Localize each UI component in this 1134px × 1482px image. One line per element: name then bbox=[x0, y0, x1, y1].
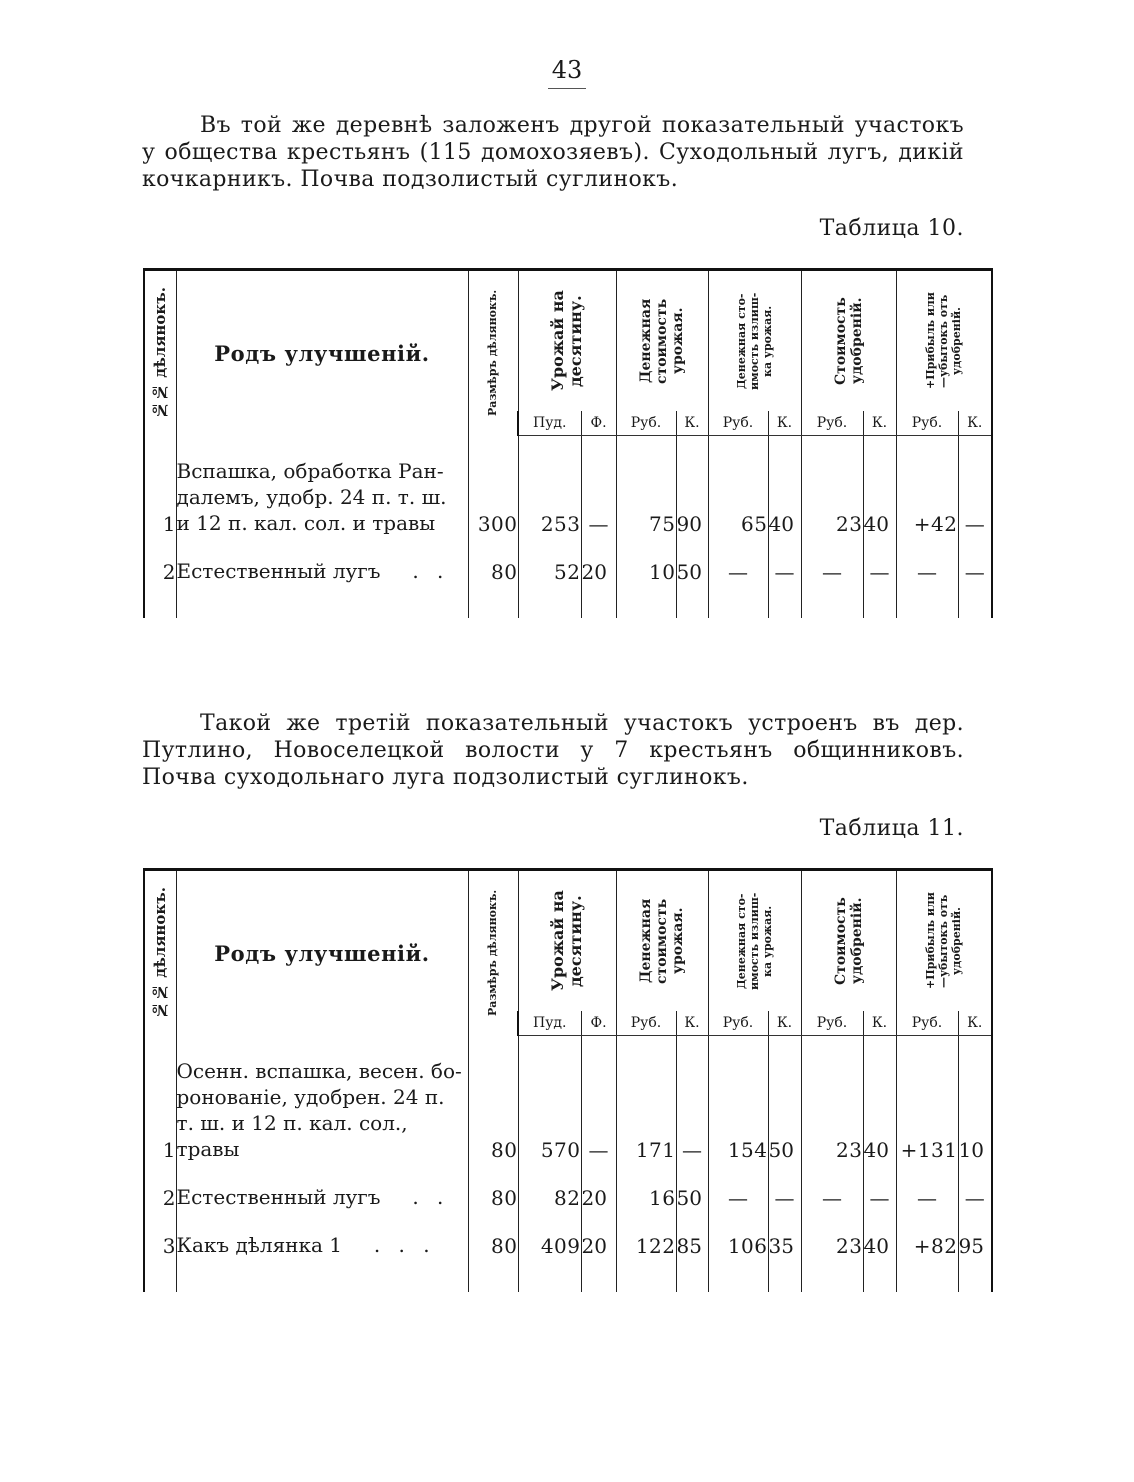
row-kind: Осенн. вспашка, весен. бо- ронованіе, удобрен. 24 п. т. ш. и 12 п. кал. сол., травы bbox=[176, 1058, 468, 1162]
header-surplus: Денежная сто- имость излиш- ка урожая. bbox=[735, 292, 774, 390]
profit-rub: +82 bbox=[896, 1232, 958, 1258]
yield-f: — bbox=[581, 1058, 616, 1162]
row-size: 80 bbox=[468, 1232, 518, 1258]
fert-k: 40 bbox=[863, 1232, 896, 1258]
row-num: 1 bbox=[144, 458, 176, 536]
row-size: 80 bbox=[468, 1184, 518, 1210]
fert-rub: 23 bbox=[801, 458, 863, 536]
unit-k: К. bbox=[768, 1011, 801, 1036]
surplus-k: 35 bbox=[768, 1232, 801, 1258]
table-11 bbox=[143, 868, 993, 1292]
header-value: Денежная стоимость урожая. bbox=[638, 298, 686, 384]
unit-k: К. bbox=[958, 1011, 992, 1036]
row-num: 2 bbox=[144, 1184, 176, 1210]
surplus-k: 50 bbox=[768, 1058, 801, 1162]
fert-k: — bbox=[863, 558, 896, 584]
profit-k: 95 bbox=[958, 1232, 992, 1258]
header-value: Денежная стоимость урожая. bbox=[638, 898, 686, 984]
unit-k: К. bbox=[863, 1011, 896, 1036]
unit-rub: Руб. bbox=[616, 411, 676, 436]
yield-f: 20 bbox=[581, 558, 616, 584]
profit-k: — bbox=[958, 1184, 992, 1210]
unit-f: Ф. bbox=[581, 411, 616, 436]
fert-rub: — bbox=[801, 1184, 863, 1210]
yield-pud: 409 bbox=[518, 1232, 581, 1258]
fert-rub: 23 bbox=[801, 1058, 863, 1162]
table-row bbox=[144, 558, 992, 584]
fert-k: 40 bbox=[863, 1058, 896, 1162]
header-fert-cost: Стоимость удобреній. bbox=[832, 897, 865, 985]
surplus-k: — bbox=[768, 1184, 801, 1210]
yield-pud: 52 bbox=[518, 558, 581, 584]
fert-rub: — bbox=[801, 558, 863, 584]
unit-k: К. bbox=[676, 411, 708, 436]
yield-pud: 253 bbox=[518, 458, 581, 536]
unit-k: К. bbox=[863, 411, 896, 436]
page-number: 43 bbox=[0, 56, 1134, 84]
table-row bbox=[144, 1058, 992, 1162]
header-size: Размѣръ дѣлянокъ. bbox=[486, 890, 500, 1017]
unit-rub: Руб. bbox=[708, 1011, 768, 1036]
header-profit: +Прибыль или —убытокъ отъ удобреній. bbox=[924, 292, 964, 390]
table-row bbox=[144, 458, 992, 536]
fert-rub: 23 bbox=[801, 1232, 863, 1258]
surplus-rub: — bbox=[708, 1184, 768, 1210]
yield-f: — bbox=[581, 458, 616, 536]
header-num: №№ дѣлянокъ. bbox=[151, 287, 170, 420]
yield-pud: 570 bbox=[518, 1058, 581, 1162]
header-size: Размѣръ дѣлянокъ. bbox=[486, 290, 500, 417]
fert-k: — bbox=[863, 1184, 896, 1210]
yield-f: 20 bbox=[581, 1232, 616, 1258]
row-size: 80 bbox=[468, 558, 518, 584]
value-k: — bbox=[676, 1058, 708, 1162]
row-num: 2 bbox=[144, 558, 176, 584]
surplus-rub: — bbox=[708, 558, 768, 584]
yield-pud: 82 bbox=[518, 1184, 581, 1210]
unit-rub: Руб. bbox=[896, 1011, 958, 1036]
surplus-rub: 154 bbox=[708, 1058, 768, 1162]
paragraph-2: Такой же третій показательный участокъ устроенъ въ дер. Путлино, Новоселецкой волости у 7 крестьянъ общинниковъ. Почва суходольнаго луга подзолистый суглинокъ. bbox=[142, 711, 964, 790]
unit-pud: Пуд. bbox=[518, 411, 581, 436]
value-rub: 171 bbox=[616, 1058, 676, 1162]
header-yield: Урожай на десятину. bbox=[548, 290, 585, 392]
row-kind: Какъ дѣлянка 1 . . . bbox=[176, 1232, 468, 1258]
value-rub: 75 bbox=[616, 458, 676, 536]
row-kind: Вспашка, обработка Ран- далемъ, удобр. 24 п. т. ш. и 12 п. кал. сол. и травы bbox=[176, 458, 468, 536]
unit-rub: Руб. bbox=[708, 411, 768, 436]
profit-k: 10 bbox=[958, 1058, 992, 1162]
value-k: 90 bbox=[676, 458, 708, 536]
row-num: 1 bbox=[144, 1058, 176, 1162]
value-rub: 10 bbox=[616, 558, 676, 584]
table-row bbox=[144, 1184, 992, 1210]
row-size: 80 bbox=[468, 1058, 518, 1162]
row-kind: Естественный лугъ . . bbox=[176, 1184, 468, 1210]
unit-rub: Руб. bbox=[896, 411, 958, 436]
yield-f: 20 bbox=[581, 1184, 616, 1210]
table-10-caption: Таблица 10. bbox=[819, 216, 964, 241]
profit-k: — bbox=[958, 458, 992, 536]
unit-k: К. bbox=[768, 411, 801, 436]
header-kind: Родъ улучшеній. bbox=[176, 870, 468, 1036]
header-yield: Урожай на десятину. bbox=[548, 890, 585, 992]
table-10 bbox=[143, 268, 993, 618]
table-11-caption: Таблица 11. bbox=[819, 816, 964, 841]
unit-rub: Руб. bbox=[616, 1011, 676, 1036]
row-size: 300 bbox=[468, 458, 518, 536]
header-fert-cost: Стоимость удобреній. bbox=[832, 297, 865, 385]
header-kind: Родъ улучшеній. bbox=[176, 270, 468, 436]
value-k: 50 bbox=[676, 1184, 708, 1210]
unit-k: К. bbox=[958, 411, 992, 436]
value-k: 50 bbox=[676, 558, 708, 584]
row-num: 3 bbox=[144, 1232, 176, 1258]
profit-rub: — bbox=[896, 1184, 958, 1210]
unit-pud: Пуд. bbox=[518, 1011, 581, 1036]
header-num: №№ дѣлянокъ. bbox=[151, 887, 170, 1020]
profit-k: — bbox=[958, 558, 992, 584]
value-rub: 16 bbox=[616, 1184, 676, 1210]
unit-f: Ф. bbox=[581, 1011, 616, 1036]
unit-rub: Руб. bbox=[801, 411, 863, 436]
profit-rub: — bbox=[896, 558, 958, 584]
surplus-k: 40 bbox=[768, 458, 801, 536]
table-row bbox=[144, 1232, 992, 1258]
profit-rub: +42 bbox=[896, 458, 958, 536]
surplus-k: — bbox=[768, 558, 801, 584]
surplus-rub: 106 bbox=[708, 1232, 768, 1258]
profit-rub: +131 bbox=[896, 1058, 958, 1162]
fert-k: 40 bbox=[863, 458, 896, 536]
value-k: 85 bbox=[676, 1232, 708, 1258]
unit-rub: Руб. bbox=[801, 1011, 863, 1036]
header-surplus: Денежная сто- имость излиш- ка урожая. bbox=[735, 892, 774, 990]
paragraph-1: Въ той же деревнѣ заложенъ другой показательный участокъ у общества крестьянъ (115 домохозяевъ). Суходольный лугъ, дикій кочкарникъ. Почва подзолистый суглинокъ. bbox=[142, 113, 964, 192]
surplus-rub: 65 bbox=[708, 458, 768, 536]
row-kind: Естественный лугъ . . bbox=[176, 558, 468, 584]
header-profit: +Прибыль или —убытокъ отъ удобреній. bbox=[924, 892, 964, 990]
value-rub: 122 bbox=[616, 1232, 676, 1258]
unit-k: К. bbox=[676, 1011, 708, 1036]
